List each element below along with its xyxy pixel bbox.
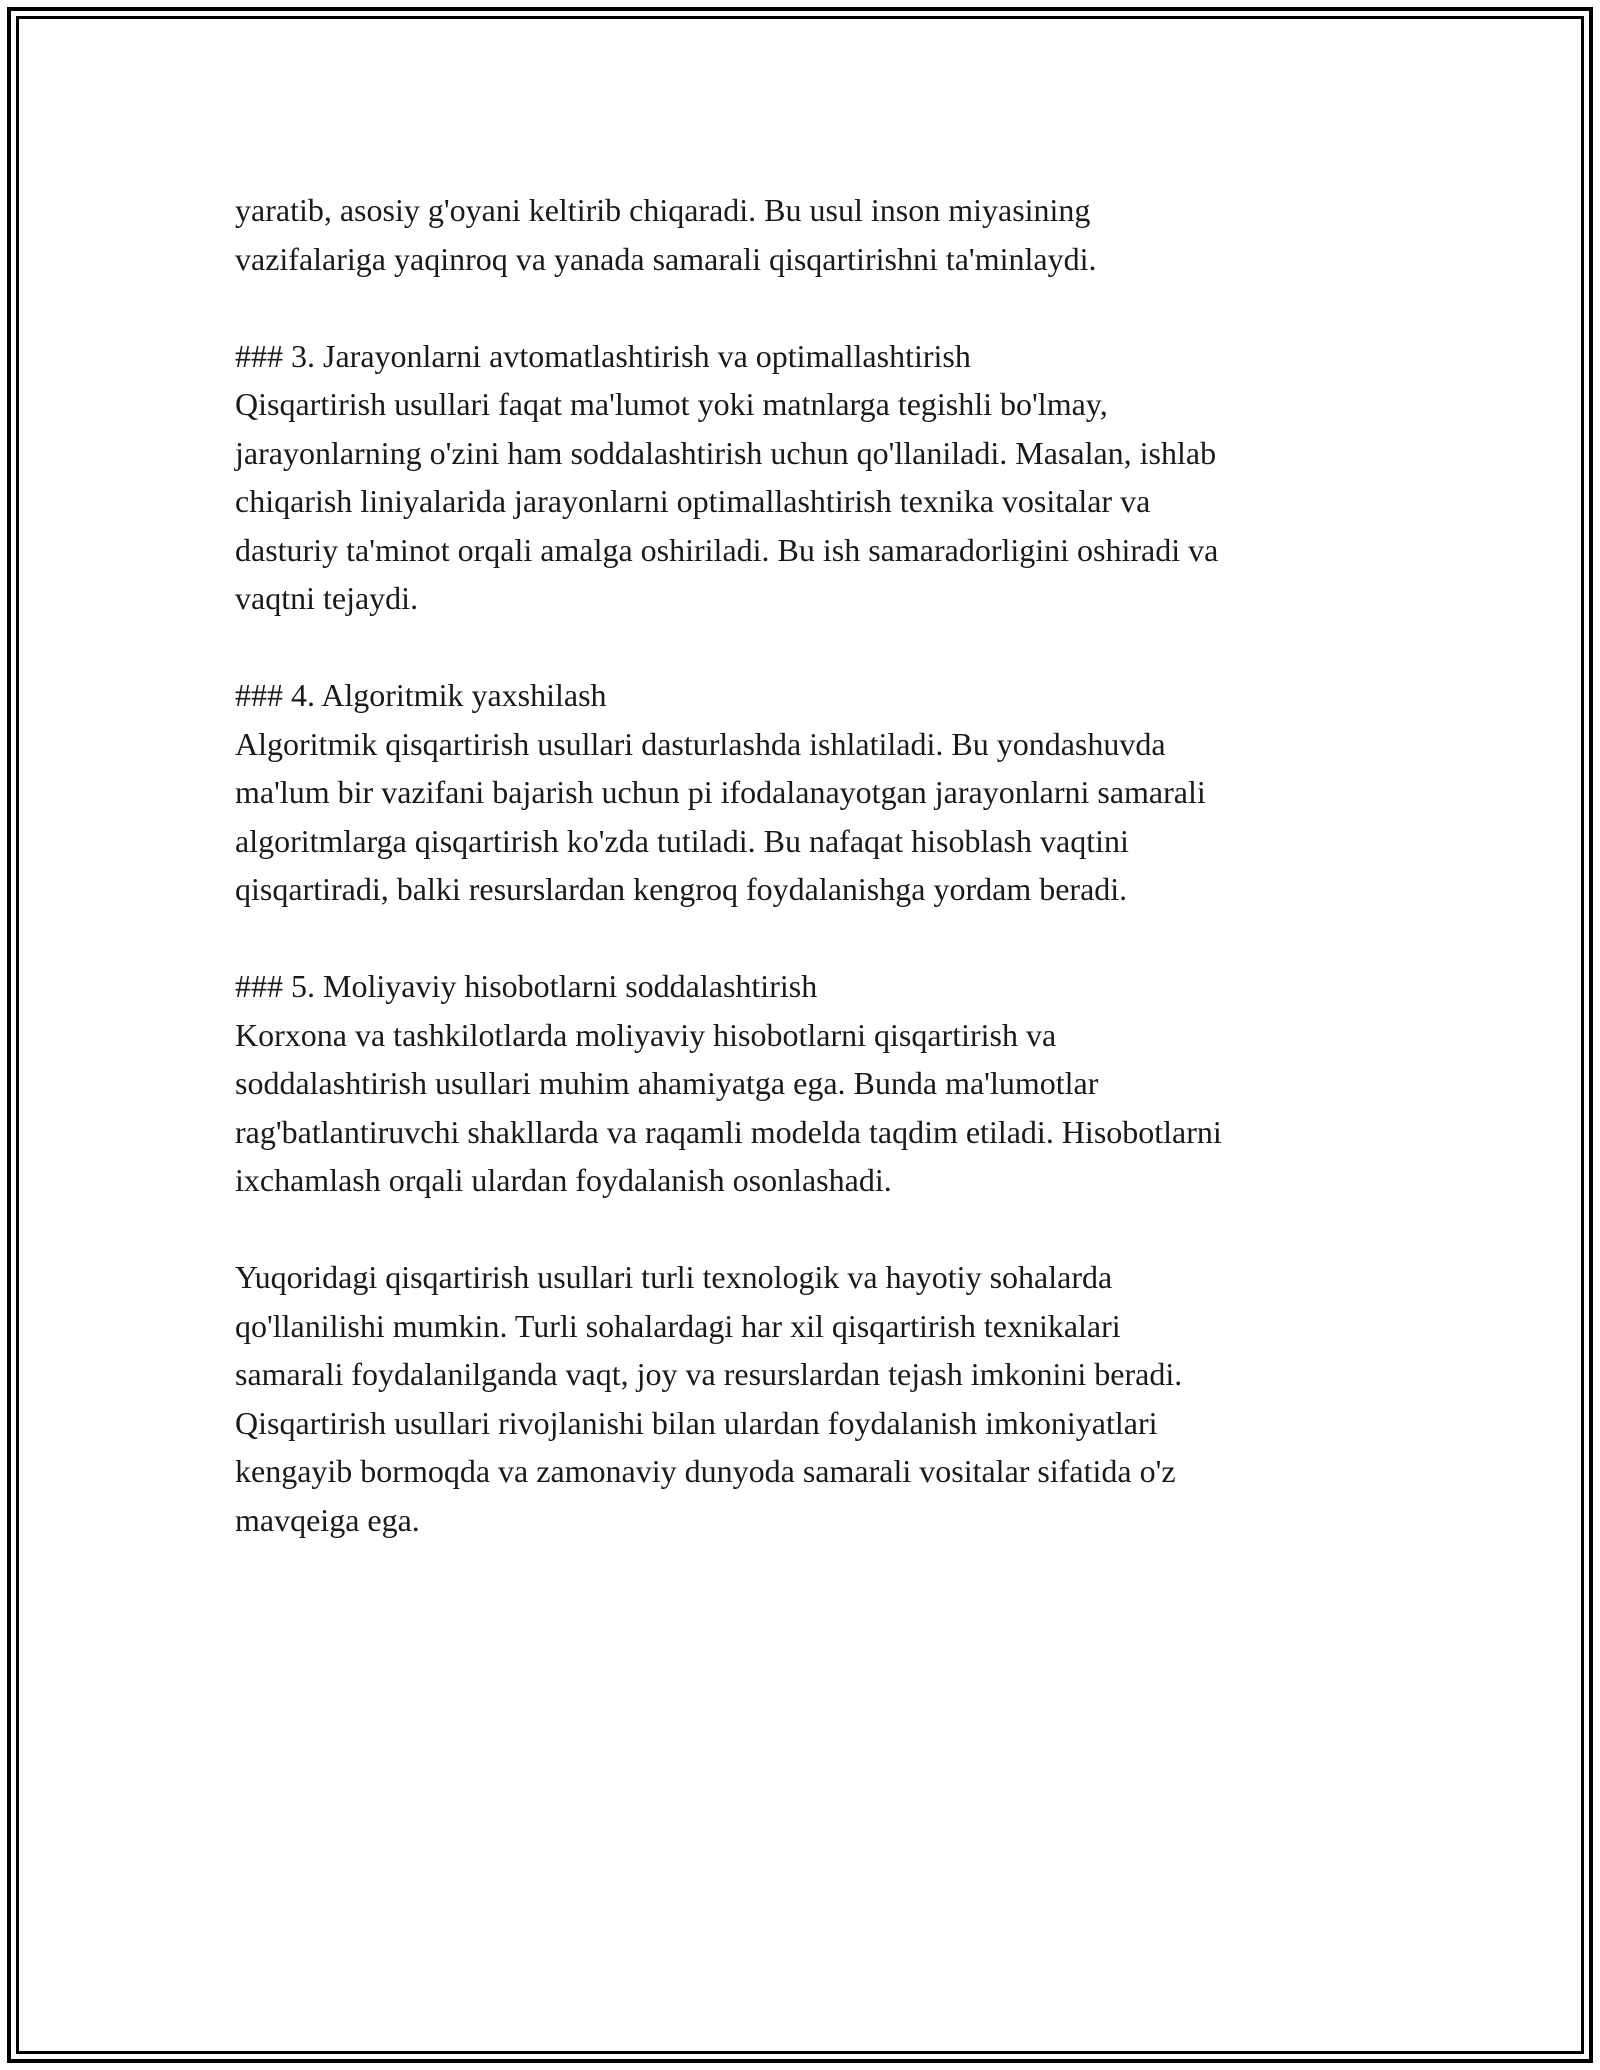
paragraph-intro-continuation <box>235 186 1395 283</box>
text-line: chiqarish liniyalarida jarayonlarni optimallashtirish texnika vositalar va <box>235 483 1151 519</box>
document-body <box>235 186 1395 1593</box>
text-line: rag'batlantiruvchi shakllarda va raqamli modelda taqdim etiladi. Hisobotlarni <box>235 1113 1222 1150</box>
text-line: mavqeiga ega. <box>235 1501 420 1538</box>
text-line: yaratib, asosiy g'oyani keltirib chiqaradi. Bu usul inson miyasining <box>235 192 1091 228</box>
text-line: dasturiy ta'minot orqali amalga oshiriladi. Bu ish samaradorligini oshiradi va <box>235 531 1219 568</box>
text-line: Algoritmik qisqartirish usullari dasturlashda ishlatiladi. Bu yondashuvda <box>235 725 1166 762</box>
text-line: qo'llanilishi mumkin. Turli sohalardagi har xil qisqartirish texnikalari <box>235 1307 1121 1344</box>
text-line: vaqtni tejaydi. <box>235 580 419 616</box>
paragraph-text <box>235 380 1395 623</box>
paragraph-text <box>235 1253 1395 1544</box>
text-line: Qisqartirish usullari rivojlanishi bilan ulardan foydalanish imkoniyatlari <box>235 1404 1158 1441</box>
text-line: kengayib bormoqda va zamonaviy dunyoda samarali vositalar sifatida o'z <box>235 1453 1176 1489</box>
section-heading: ### 4. Algoritmik yaxshilash <box>235 677 607 713</box>
paragraph-text <box>235 1011 1395 1205</box>
text-line: Yuqoridagi qisqartirish usullari turli texnologik va hayotiy sohalarda <box>235 1259 1113 1295</box>
text-line: Qisqartirish usullari faqat ma'lumot yoki matnlarga tegishli bo'lmay, <box>235 386 1108 422</box>
text-line: Korxona va tashkilotlarda moliyaviy hisobotlarni qisqartirish va <box>235 1016 1057 1053</box>
text-line: samarali foydalanilganda vaqt, joy va resurslardan tejash imkonini beradi. <box>235 1356 1183 1392</box>
section-4 <box>235 671 1395 914</box>
paragraph-conclusion <box>235 1253 1395 1544</box>
text-line: ma'lum bir vazifani bajarish uchun pi ifodalanayotgan jarayonlarni samarali <box>235 774 1206 810</box>
section-5 <box>235 962 1395 1205</box>
paragraph-text <box>235 186 1395 283</box>
text-line: vazifalariga yaqinroq va yanada samarali qisqartirishni ta'minlaydi. <box>235 240 1097 277</box>
text-line: algoritmlarga qisqartirish ko'zda tutiladi. Bu nafaqat hisoblash vaqtini <box>235 822 1129 859</box>
text-line: jarayonlarning o'zini ham soddalashtirish uchun qo'llaniladi. Masalan, ishlab <box>235 434 1217 471</box>
text-line: qisqartiradi, balki resurslardan kengroq foydalanishga yordam beradi. <box>235 871 1128 907</box>
section-heading: ### 5. Moliyaviy hisobotlarni soddalashtirish <box>235 968 818 1004</box>
section-heading: ### 3. Jarayonlarni avtomatlashtirish va optimallashtirish <box>235 337 971 374</box>
paragraph-text <box>235 720 1395 914</box>
section-3 <box>235 332 1395 623</box>
text-line: soddalashtirish usullari muhim ahamiyatga ega. Bunda ma'lumotlar <box>235 1065 1099 1101</box>
text-line: ixchamlash orqali ulardan foydalanish osonlashadi. <box>235 1162 892 1198</box>
